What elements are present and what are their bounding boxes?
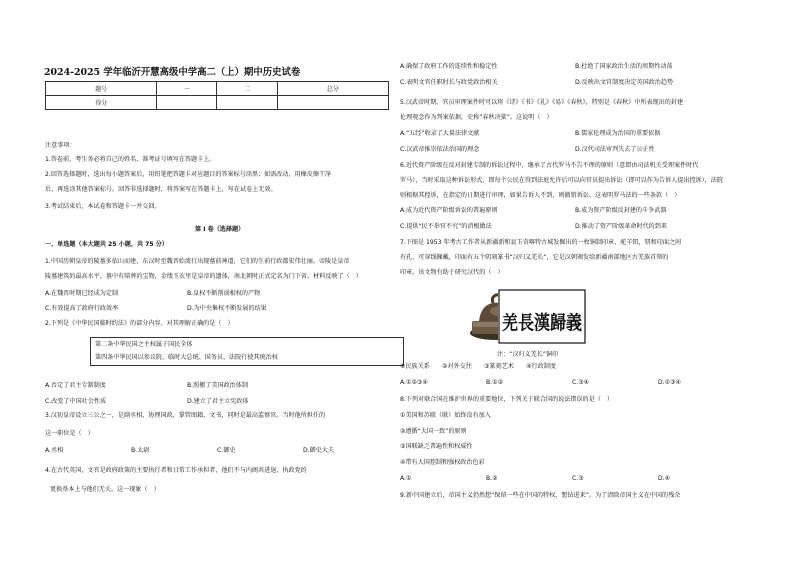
q4-options-row [400,63,717,70]
table-cell: 总分 [277,82,388,96]
note-item: 1.答卷前，考生务必将自己的姓名、准考证号填写在答题卡上。 [45,156,216,163]
table-cell [277,96,388,110]
q6-option-a[interactable]: A.成为近代资产阶级诉讼的普遍原则 [400,207,498,214]
q8-item: ①美国和苏联（联）始终没有加入 [400,412,491,419]
q8-item: ③国联缺乏普遍性和权威性 [400,443,473,450]
q8-item: ②遵循“大国一致”的原则 [400,428,467,435]
q2-quote-box [90,337,404,366]
table-cell [217,96,277,110]
q7-options-row [400,379,744,386]
q2-box-line: 第四条中华民国以参议院、临时大总统、国务员、法院行使其统治权 [95,354,278,361]
q4-option-d[interactable]: D.反映出文官制度决定英国政治趋势 [575,79,674,86]
seal-text: 羌長漢歸義 [502,312,598,334]
q2-box-line: 第二条中华民国之主权属于国民全体 [95,341,193,348]
q7-option-c[interactable]: C.③④ [572,379,590,386]
figure-caption: 注：“汉归义羌长”铜印 [497,351,559,358]
note-item: 2.回答选择题时，选出每小题答案后，用铅笔把答题卡对应题目的答案标号涂黑；如需改动，用橡皮擦干净 [45,171,332,178]
q9-line: 9.新中国建立后，帝国主义仍然想“保留一些在中国的特权，想钻进来”。为了清除帝国主义在中国的残余 [400,492,681,499]
q8-stem: 8.下列对联合国在维护世界的重要地位，下列关于联合国的说法错误的是（ ） [400,396,614,403]
q8-item: ④带有大国控制和强权政治色彩 [400,459,485,466]
q6-option-b[interactable]: B.成为资产阶级反封建的斗争武器 [575,207,667,214]
q3-line: 3.汉初皇帝设立三公之一，是副丞相，协理国政，掌管图籍、文书，同时是最高监察官。当时他所担任的 [45,412,326,419]
table-cell: 得分 [46,96,157,110]
score-table [45,81,389,110]
table-cell: 题号 [46,82,157,96]
q2-options-row [45,382,329,389]
q2-options-row [45,398,329,405]
q4-options-row [400,79,717,86]
q6-option-d[interactable]: D.推动了资产阶级革命时代的到来 [575,223,667,230]
table-cell: 一 [157,82,217,96]
q3-option-d[interactable]: D.御史大夫 [303,447,335,454]
q3-line: 这一职位是（ ） [45,430,94,437]
q5-option-b[interactable]: B.儒家伦理成为治国的重要依据 [575,130,661,137]
seal-imprint [498,289,598,344]
q5-options-row [400,146,655,153]
q6-option-c[interactable]: C.提供“民不举官不究”的消极做法 [400,223,492,230]
q7-option-b[interactable]: B.①② [486,379,504,386]
q1-option-a[interactable]: A.在魏晋时期已经成为定制 [45,290,119,297]
q1-option-b[interactable]: B.皇权不断削弱相权的产物 [187,290,261,297]
q5-options-row [400,130,660,137]
q6-line: 则根据其控诉，在指定的日期进行审理，如果告诉人不到，则撤销诉讼。这表明罗马法的一些条款（ ） [400,192,681,199]
q7-choices: ①民族关系 ②对外交往 ③篆刻艺术 ④行政制度 [400,363,556,370]
q6-options-row [400,223,667,230]
table-cell [157,96,217,110]
q8-option-d[interactable]: D.④ [658,475,671,482]
q5-option-d[interactable]: D.汉代司法审判失去了公正性 [575,146,655,153]
q3-option-b[interactable]: B.太尉 [131,447,150,454]
q6-options-row [400,207,666,214]
q5-option-c[interactable]: C.汉武帝推崇依法治国的理念 [400,146,480,153]
q8-options-row [400,475,744,482]
q6-line: 罗马），当时采取这种诉讼形式，即每个公民在得到法庭允许后可以向官员提出诉讼（即可以作为告诉人提出控诉），法院 [400,177,723,184]
q1-options-row [45,305,329,312]
q7-option-d[interactable]: D.①③④ [658,379,682,386]
q4-line: 更换基本上与他们无关。这一现象（ ） [50,486,160,493]
note-item: 后，再选涂其他答案标号。回答非选择题时，将答案写在答题卡上，写在试卷上无效。 [45,186,277,193]
q2-stem: 2.下列是《中华民国临时约法》的部分内容，对其理解正确的是（ ） [45,320,234,327]
table-cell: 二 [217,82,277,96]
q7-line: 有孔，可穿线佩戴，印面有五个阴刻篆书“汉归义羌长”，它是汉朝颁发给新疆南部地区古羌族首领的 [400,254,669,261]
q7-line: 7.下图是 1953 年考古工作者从新疆新和县玉奇喀特古城发掘出的一枚铜制印章，驼羊钮，钮和印面之间 [400,239,682,246]
q5-option-a[interactable]: A.“五经”收录了大量法律文献 [400,130,480,137]
q2-option-d[interactable]: D.建立了君主立宪政体 [187,398,249,405]
q1-option-c[interactable]: C.有效提高了政府行政效率 [45,305,119,312]
q3-options-row [45,447,389,454]
q6-line: 6.近代资产阶级在反对封建专制的诉讼过程中，继承了古代罗马不告不理的原则（意即由司法机关受理案件时代 [400,162,699,169]
q3-option-a[interactable]: A.丞相 [45,447,64,454]
q5-line: 伦理观念作为判案依据，史称“春秋决狱”。这说明（ ） [400,114,553,121]
q4-option-a[interactable]: A.确保了政府工作的连续性和稳定性 [400,63,498,70]
q1-line: 1.中国历朝皇帝的陵墓多依山而建，东汉时至魏晋始流行出现墓前神道，它们的生前行政都宏伟壮丽。帝陵是皇帝 [45,258,350,265]
q1-line: 陵墓建筑的最高水平，墓中有陪葬的宝物，金缕玉衣里是皇帝的遗体，南北朝时正式定名为门下省。材料反映了（ ） [45,273,362,280]
q2-option-c[interactable]: C.改变了中国社会性质 [45,398,107,405]
q7-line: 印章。该文物有助于研究汉代的（ ） [400,269,504,276]
q1-options-row [45,290,329,297]
q4-line: 4.在古代英国，文官是政府政策的主要执行者和日常工作承担者，他们不与内阁共进退，执政党的 [45,467,307,474]
q8-option-c[interactable]: C.③ [572,475,584,482]
section-heading: 第 I 卷（选择题） [195,226,245,233]
q4-option-c[interactable]: C.表明文官任职时长与政党政治相关 [400,79,498,86]
note-item: 3.考试结束后，本试卷和答题卡一并交回。 [45,203,161,210]
table-row [46,96,389,110]
page-title: 2024-2025 学年临沂开慧高级中学高二（上）期中历史试卷 [44,67,301,78]
q5-line: 5.汉武帝时期，官员审理案件时可以将《诗》《书》《礼》《易》《春秋》，特别是《春秋》中所表现出的封建 [400,99,684,106]
q8-option-a[interactable]: A.① [400,475,412,482]
q8-option-b[interactable]: B.② [486,475,498,482]
q3-option-c[interactable]: C.御史 [217,447,236,454]
q4-option-b[interactable]: B.杜绝了国家政治生活的周期性动荡 [575,63,673,70]
q1-option-d[interactable]: D.为中央集权不断发展的结果 [187,305,267,312]
q7-option-a[interactable]: A.①②③④ [400,379,428,386]
table-row [46,82,389,96]
seal-imprint-graphic [498,289,598,344]
section-subheading: 一、单选题（本大题共 25 小题，共 75 分） [45,241,168,248]
q2-option-a[interactable]: A.否定了君主专制制度 [45,382,106,389]
notes-heading: 注意事项： [45,142,76,149]
q2-option-b[interactable]: B.照搬了美国政治体制 [187,382,248,389]
